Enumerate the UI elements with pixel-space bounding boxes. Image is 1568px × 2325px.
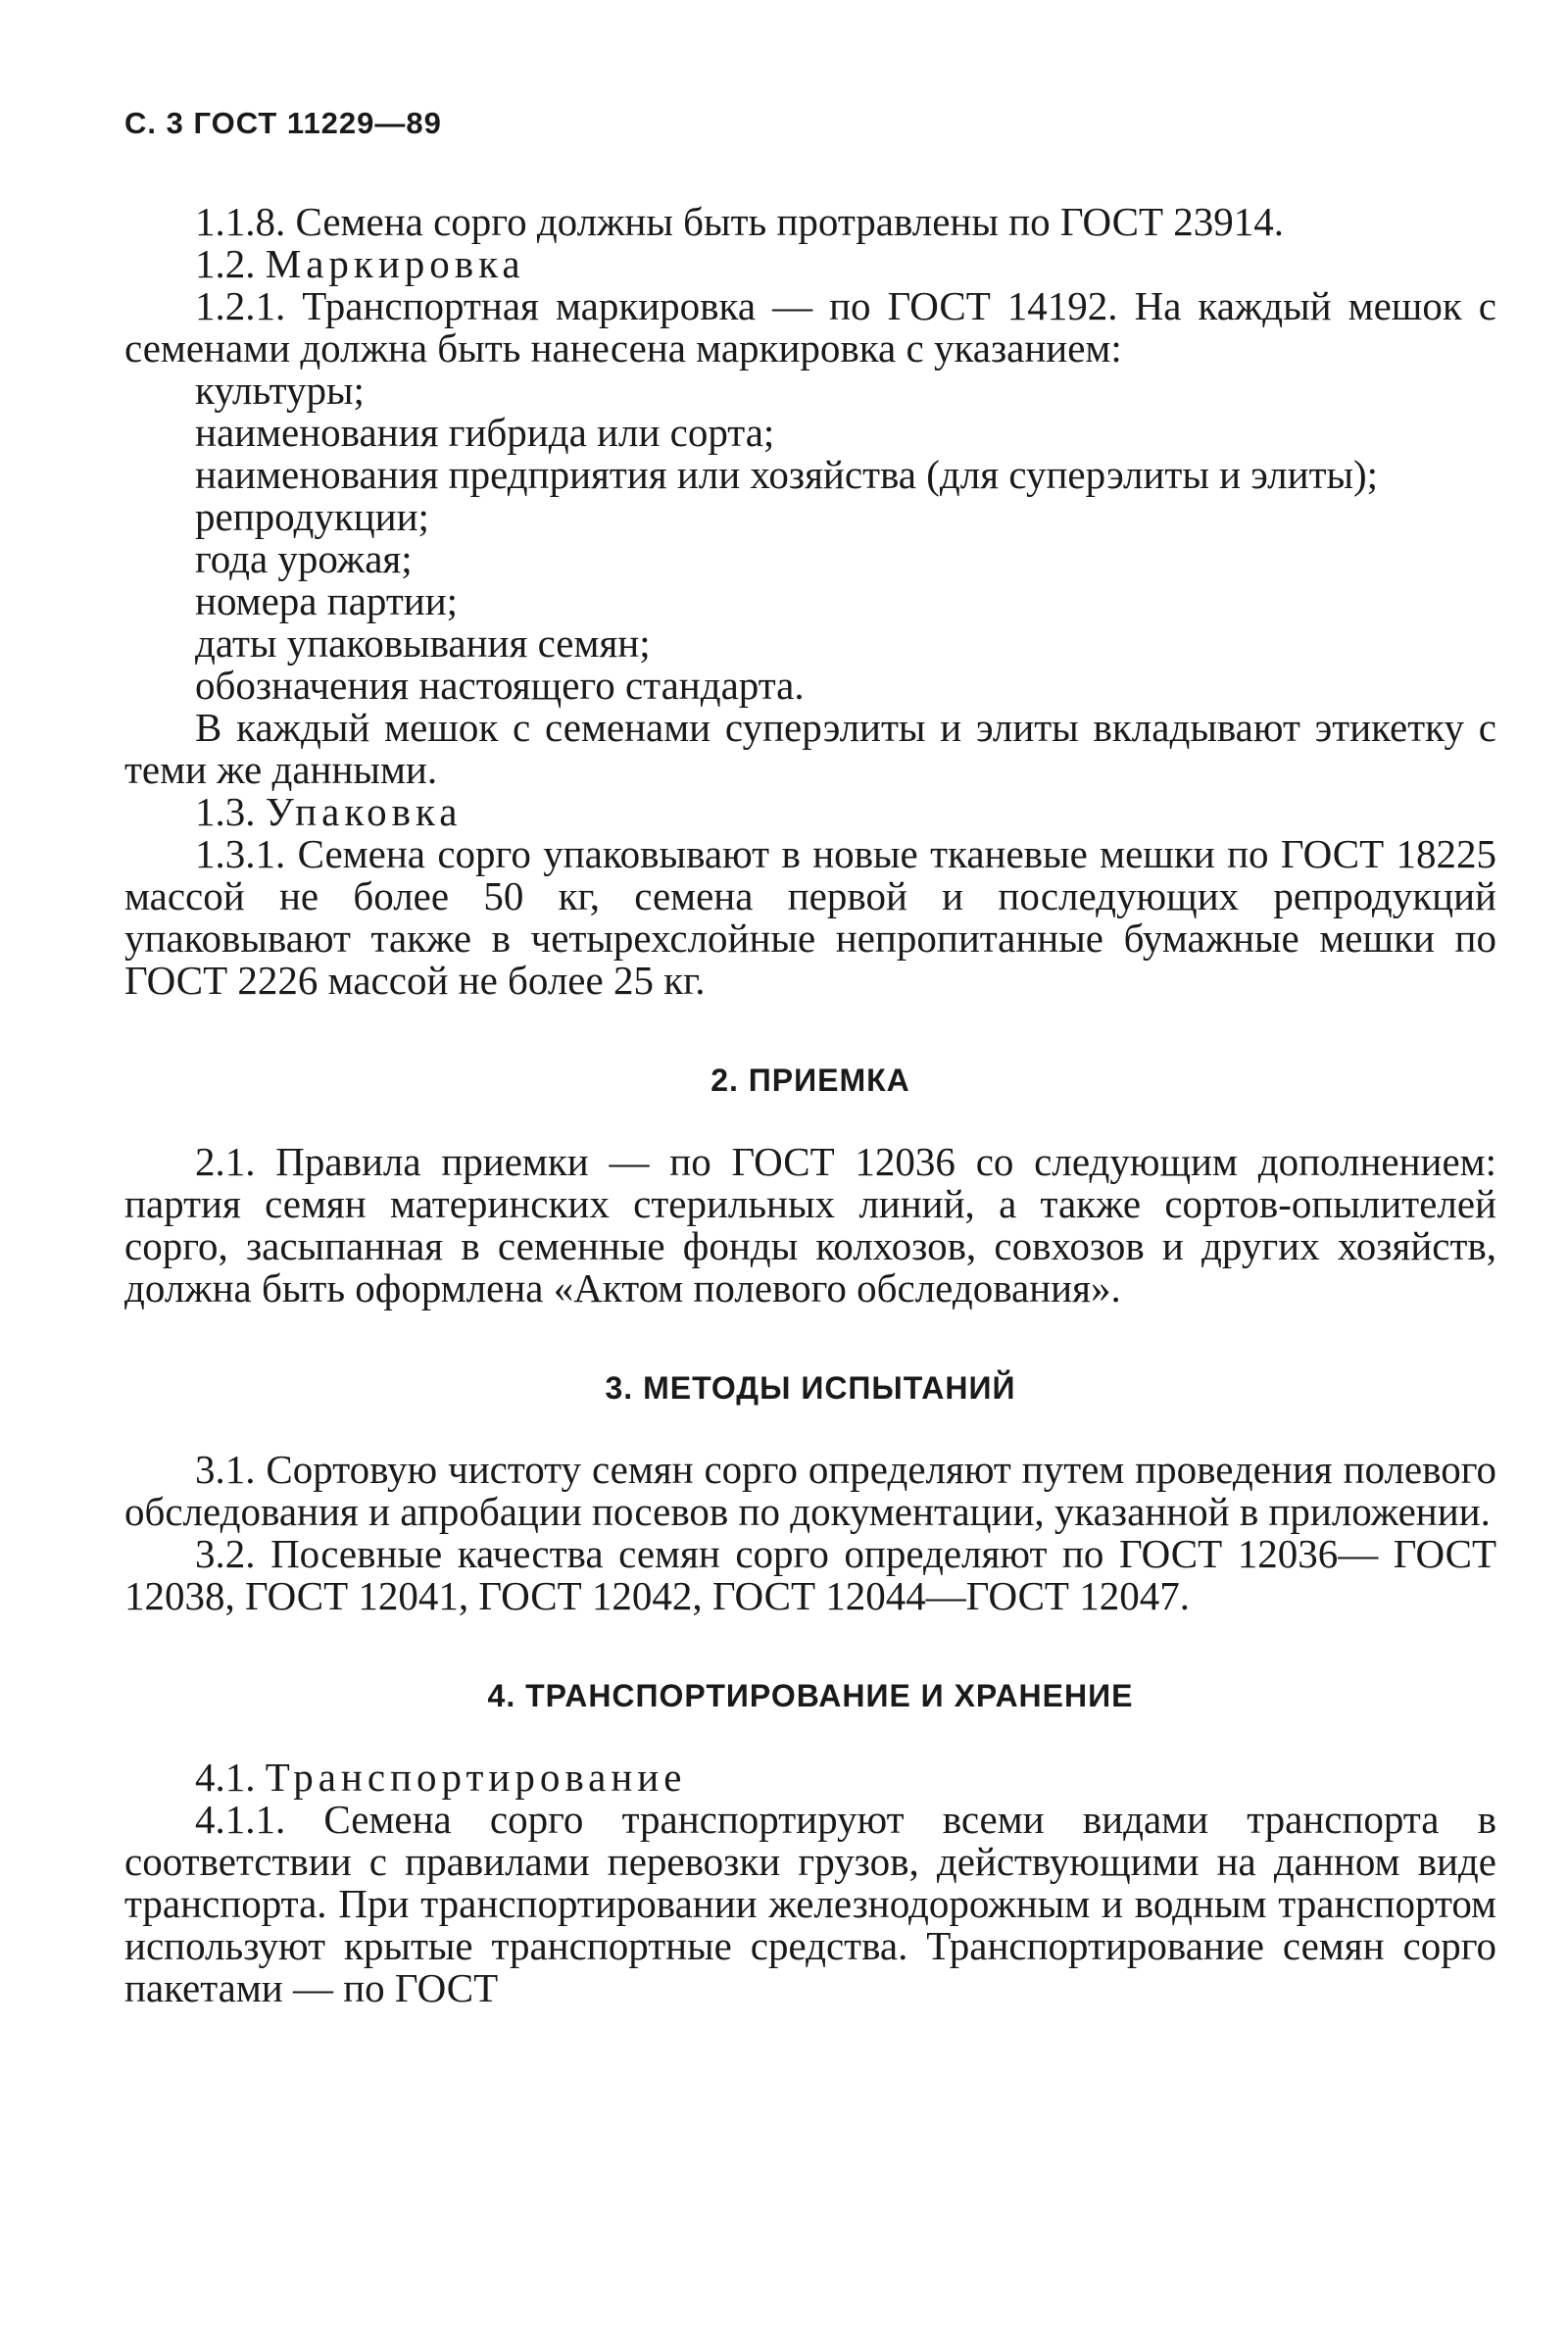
list-item: даты упаковывания семян; (195, 620, 651, 666)
list-item: обозначения настоящего стандарта. (195, 663, 805, 708)
subsection-1-2-heading (124, 243, 1496, 285)
section-3-heading: 3. МЕТОДЫ ИСПЫТАНИЙ (605, 1370, 1016, 1406)
list-item: года урожая; (195, 536, 413, 581)
subsection-number: 4.1. (195, 1755, 256, 1800)
list-item: репродукции; (195, 494, 429, 539)
section-3-body (124, 1449, 1496, 1617)
paragraph-3-1: 3.1. Сортовую чистоту семян сорго определяют путем проведения полевого обследования и апробации посевов по документации, указанной в приложении. (124, 1447, 1496, 1534)
subsection-title: Транспортирование (265, 1755, 687, 1800)
paragraph-1-2-1: 1.2.1. Транспортная маркировка — по ГОСТ 14192. На каждый мешок с семенами должна быть нанесена маркировка с указанием: (124, 283, 1496, 371)
running-head: С. 3 ГОСТ 11229—89 (124, 106, 442, 140)
paragraph-label: В каждый мешок с семенами суперэлиты и элиты вкладывают этикетку с теми же данными. (124, 705, 1496, 792)
paragraph-1-1-8: 1.1.8. Семена сорго должны быть протравлены по ГОСТ 23914. (195, 199, 1285, 244)
subsection-number: 1.3. (195, 789, 256, 834)
paragraph-3-2: 3.2. Посевные качества семян сорго определяют по ГОСТ 12036— ГОСТ 12038, ГОСТ 12041, ГОСТ 12042, ГОСТ 12044—ГОСТ 12047. (124, 1531, 1496, 1618)
subsection-title: Маркировка (265, 241, 525, 286)
list-item: наименования предприятия или хозяйства (для суперэлиты и элиты); (195, 452, 1379, 497)
subsection-number: 1.2. (195, 241, 256, 286)
section-2-body (124, 1141, 1496, 1310)
subsection-4-1-heading (124, 1756, 1496, 1799)
paragraph-2-1: 2.1. Правила приемки — по ГОСТ 12036 со следующим дополнением: партия семян материнских стерильных линий, а также сортов-опылителей сорго, засыпанная в семенные фонды колхозов, совхозов и других хозяйств, должна быть оформлена «Актом полевого обследования». (124, 1139, 1496, 1311)
section-2-heading: 2. ПРИЕМКА (710, 1063, 910, 1098)
paragraph-4-1-1: 4.1.1. Семена сорго транспортируют всеми видами транспорта в соответствии с правилами перевозки грузов, действующими на данном виде транспорта. При транспортировании железнодорожным и водным транспортом используют крытые транспортные средства. Транспортирование семян сорго пакетами — по ГОСТ (124, 1797, 1496, 2010)
subsection-1-3-heading (124, 791, 1496, 833)
document-page (124, 108, 1496, 2009)
subsection-title: Упаковка (265, 789, 463, 834)
list-item: номера партии; (195, 578, 459, 623)
paragraph-1-3-1: 1.3.1. Семена сорго упаковывают в новые тканевые мешки по ГОСТ 18225 массой не более 50 кг, семена первой и последующих репродукций упаковывают также в четырехслойные непропитанные бумажные мешки по ГОСТ 2226 массой не более 25 кг. (124, 831, 1496, 1003)
list-item: наименования гибрида или сорта; (195, 410, 775, 455)
section-4-heading: 4. ТРАНСПОРТИРОВАНИЕ И ХРАНЕНИЕ (487, 1678, 1134, 1713)
section-1-body (124, 201, 1496, 1002)
section-4-body (124, 1756, 1496, 2009)
list-item: культуры; (195, 368, 365, 413)
